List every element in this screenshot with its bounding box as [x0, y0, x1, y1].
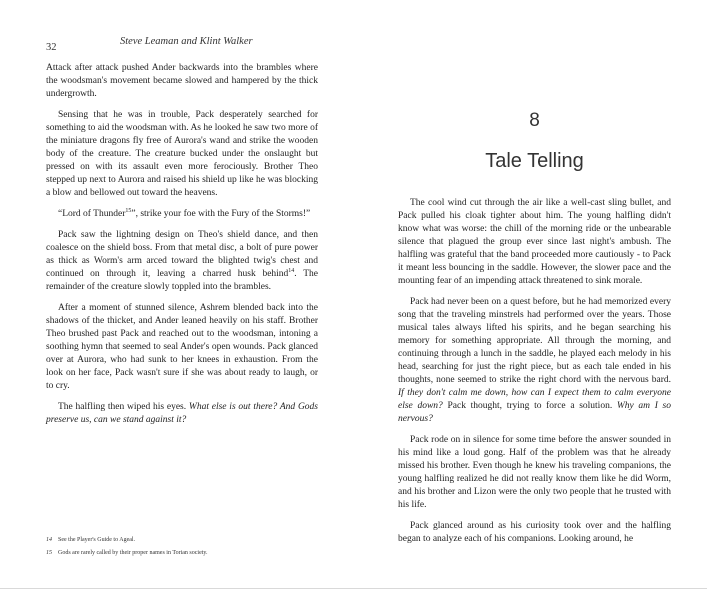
- quote-end: ”, strike your foe with the Fury of the Storms!”: [131, 209, 311, 219]
- paragraph: Pack rode on in silence for some time before the answer sounded in his mind like a loud gong. Half of the problem was that he already missed his brother. Even though he knew his traveling companions, the young halfling realized he did not really know them like he did Worm, and his brother and Lizon were the only two people that he trusted with his life.: [398, 435, 671, 510]
- paragraph: The cool wind cut through the air like a well-cast sling bullet, and Pack pulled his cloak tighter about him. The young halfling didn't know what was worse: the chill of the morning ride or the unbearable silence that plagued the group ever since last night's ambush. The halfling was grateful that the band proceeded more cautiously - to Pack it meant less bouncing in the saddle. However, the slower pace and the mounting fear of an impending attack threatened to sink morale.: [398, 198, 671, 286]
- footnote-text: See the Player's Guide to Ageal.: [58, 537, 136, 543]
- right-page-text: [398, 197, 671, 554]
- paragraph: [46, 401, 318, 427]
- footnote-ref: 14: [288, 267, 295, 274]
- footnote-number: 15: [46, 550, 52, 556]
- left-page-text: [46, 62, 318, 435]
- paragraph: Attack after attack pushed Ander backwards into the brambles where the woodsman's movement became slowed and hampered by the thick undergrowth.: [46, 63, 318, 99]
- paragraph-body: Pack saw the lightning design on Theo's shield dance, and then coalesce on the shield boss. From that metal disc, a bolt of pure power as thick as Worm's arm arced toward the blighted twig's chest and continued on through it, leaving a charred husk behind: [46, 230, 318, 279]
- paragraph: [46, 229, 318, 294]
- italic-thought: Why am I so nervous?: [398, 401, 672, 424]
- paragraph: After a moment of stunned silence, Ashrem blended back into the shadows of the thicket, and Ander leaned heavily on his staff. Brother Theo brushed past Pack and reached out to the woodsman, intoning a soothing hymn that seemed to seal Ander's open wounds. Pack glanced over at Aurora, who had sunk to her knees in exhaustion. From the look on her face, Pack wasn't sure if she was about ready to laugh, or to cry.: [46, 303, 318, 391]
- chapter-title: Tale Telling: [485, 150, 584, 172]
- paragraph-tail: . The remainder of the creature slowly toppled into the brambles.: [46, 269, 318, 292]
- paragraph: Pack glanced around as his curiosity took over and the halfling began to analyze each of his companions. Looking around, he: [398, 521, 671, 544]
- paragraph-body: Pack had never been on a quest before, but he had memorized every song that the traveling minstrels had performed over the years. Those musical tales always lifted his spirits, and he began searching his memory for something appropriate. All through the morning, and continuing through a lunch in the saddle, he played each melody in his head, searching for just the right piece, but as each tale ended in his thoughts, none seemed to strike the right chord with the nervous bard.: [398, 297, 671, 385]
- italic-thought: What else is out there? And Gods preserve us, can we stand against it?: [46, 402, 319, 425]
- paragraph: [398, 296, 671, 426]
- paragraph-body: The halfling then wiped his eyes.: [58, 402, 189, 412]
- footnote-text: Gods are rarely called by their proper names in Torian society.: [58, 550, 208, 556]
- footnote: [46, 550, 318, 556]
- paragraph-body: Pack thought, trying to force a solution.: [442, 401, 617, 411]
- footnotes: [46, 537, 318, 563]
- chapter-number: 8: [529, 110, 540, 131]
- paragraph: [46, 208, 318, 221]
- running-head: Steve Leaman and Klint Walker: [120, 36, 253, 47]
- footnote: [46, 537, 318, 543]
- footnote-number: 14: [46, 537, 52, 543]
- page-number: 32: [46, 42, 57, 53]
- italic-thought: If they don't calm me down, how can I expect them to calm everyone else down?: [398, 388, 671, 411]
- footnote-ref: 15: [125, 207, 132, 214]
- paragraph: Sensing that he was in trouble, Pack desperately searched for something to aid the woodsman with. As he looked he saw two more of the miniature dragons fly free of Aurora's wand and strike the wooden body of the creature. The creature bucked under the onslaught but pressed on with its assault even more ferociously. Brother Theo stepped up next to Aurora and raised his shield up like he was blocking a blow and bellowed out toward the heavens.: [46, 110, 318, 198]
- quote-start: “Lord of Thunder: [58, 209, 126, 219]
- page-bottom-divider: [0, 588, 707, 589]
